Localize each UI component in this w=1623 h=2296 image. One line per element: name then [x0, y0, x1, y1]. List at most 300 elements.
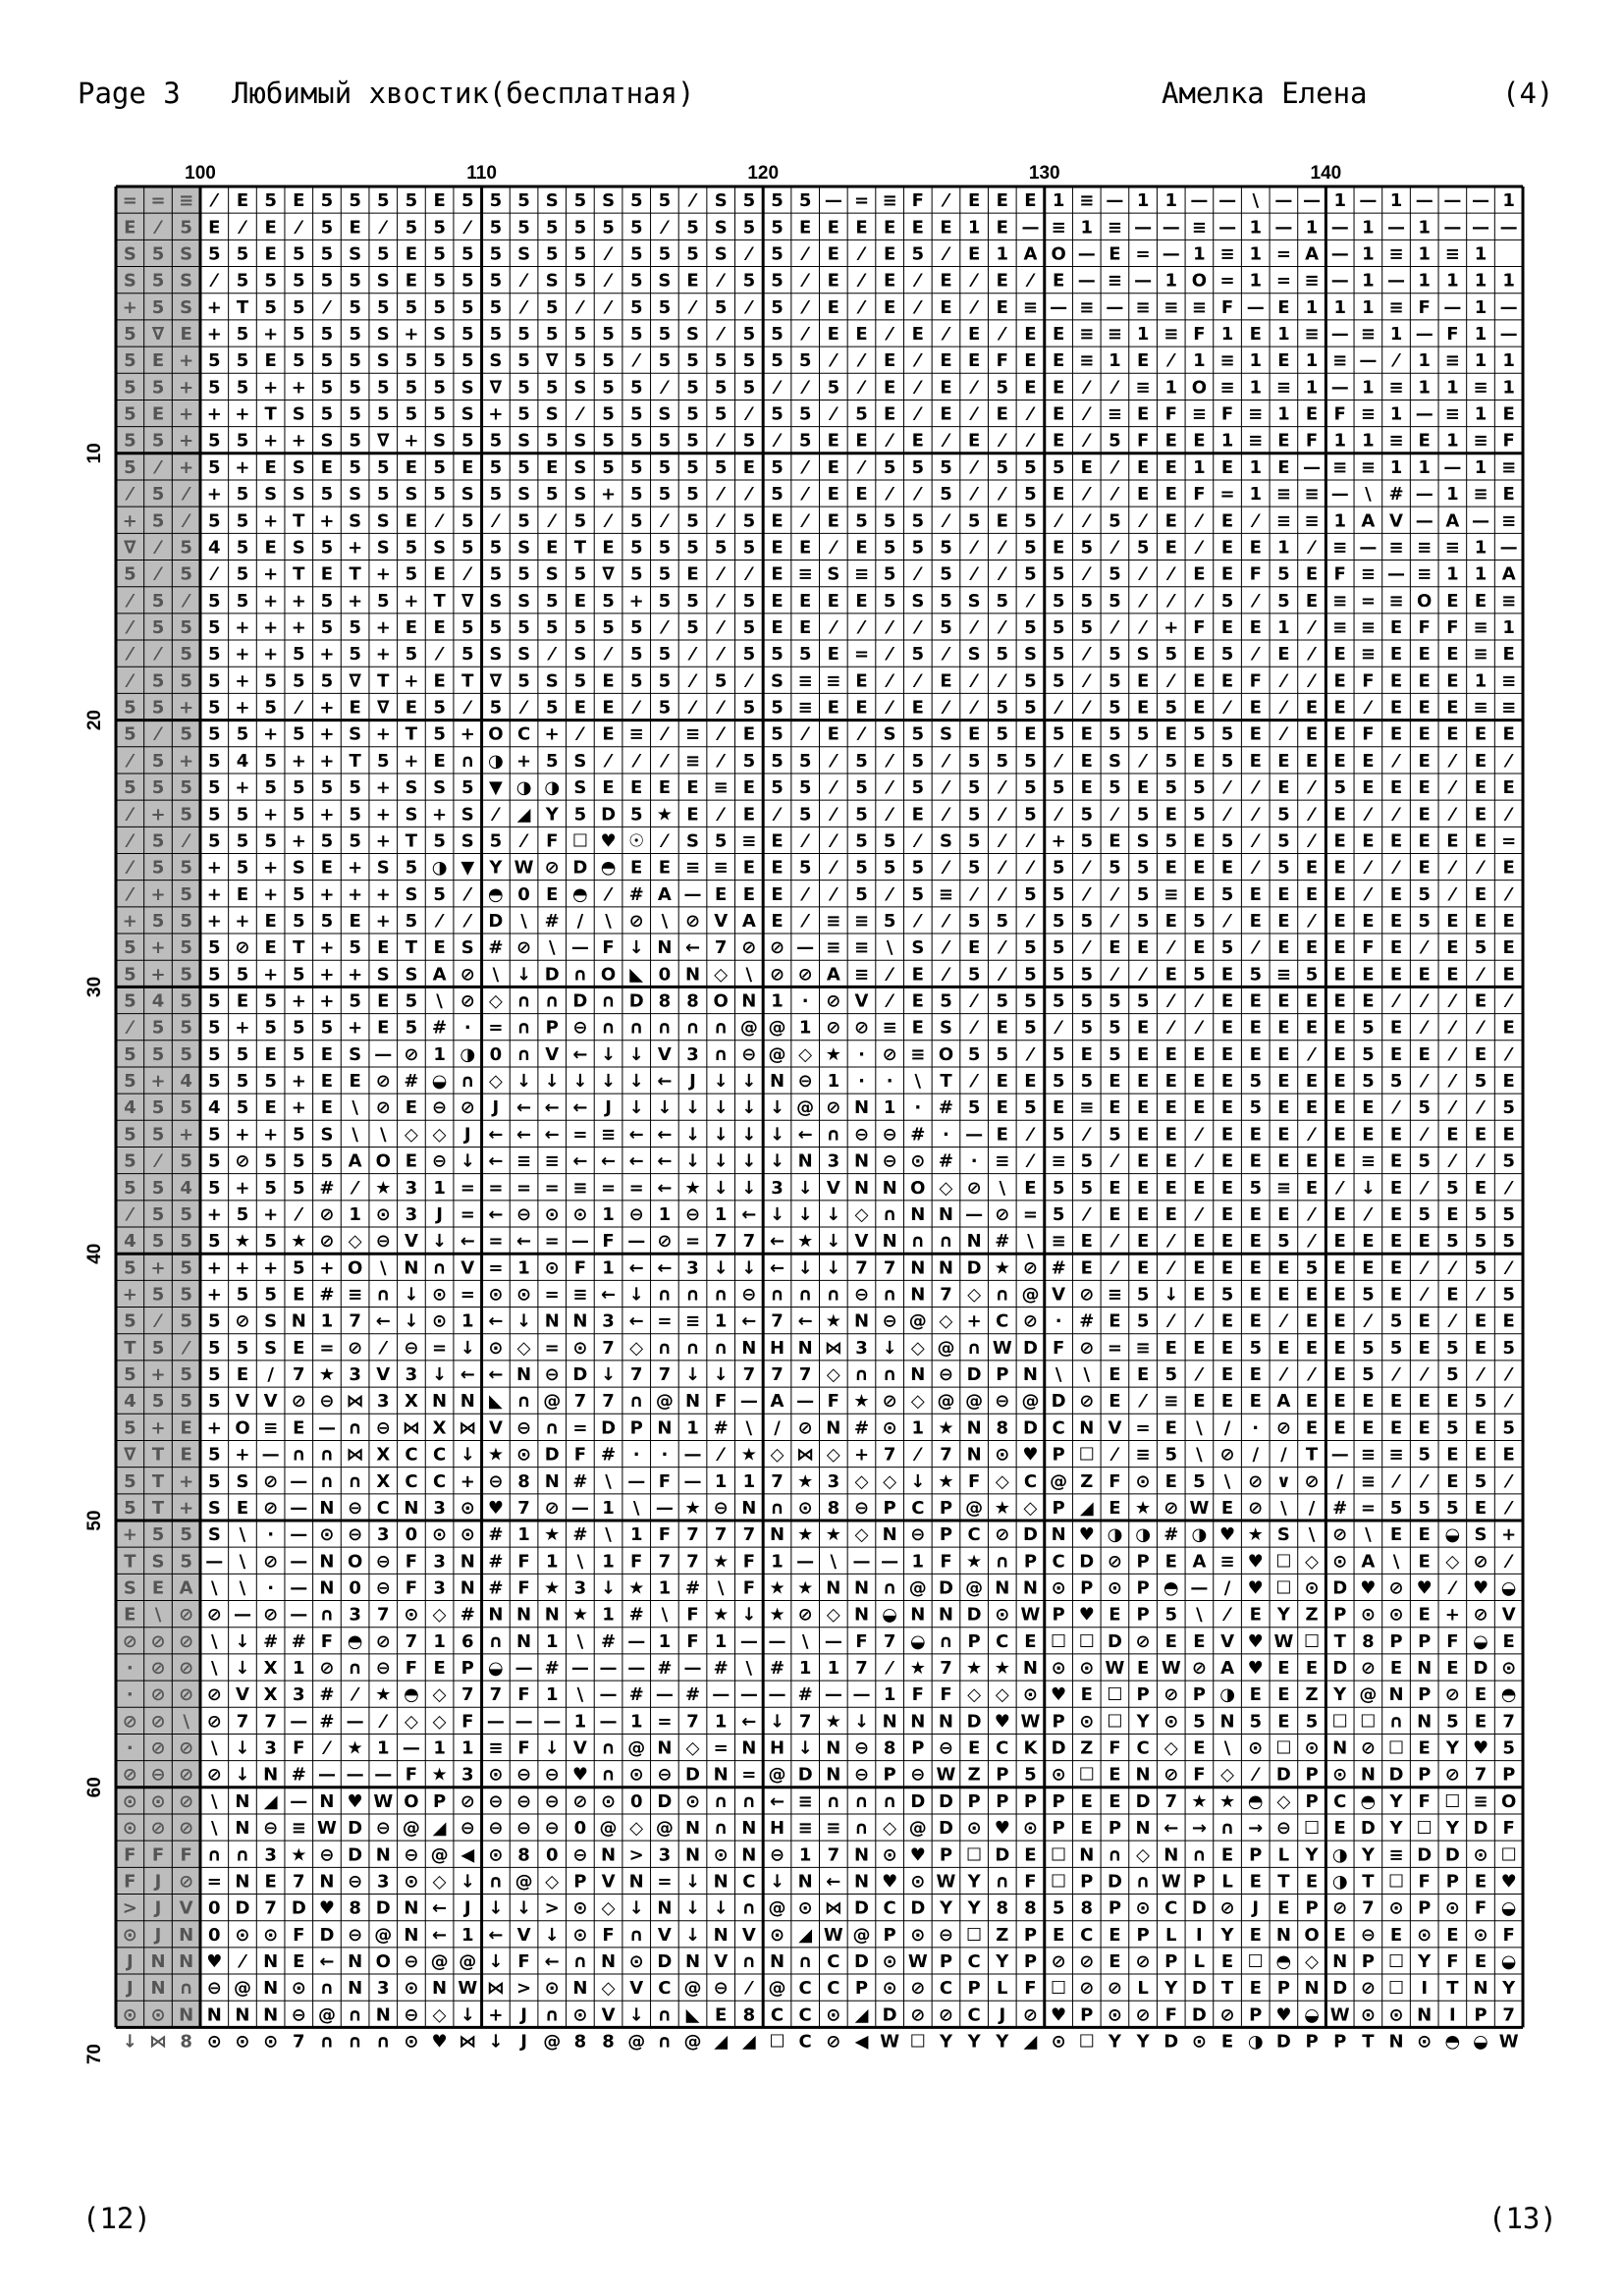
pattern-cell: 5: [320, 616, 334, 638]
pattern-cell: 5: [1305, 1711, 1319, 1733]
pattern-cell: #: [713, 1658, 729, 1680]
pattern-cell: +: [150, 1417, 166, 1439]
pattern-cell: ≡: [1360, 324, 1376, 346]
pattern-cell: 7: [293, 2031, 305, 2053]
pattern-cell: 5: [293, 1124, 305, 1146]
pattern-cell: E: [1220, 1497, 1234, 1519]
pattern-cell: ⊙: [516, 1444, 532, 1466]
pattern-cell: 1: [602, 1257, 615, 1279]
pattern-cell: E: [236, 990, 249, 1012]
pattern-cell: Z: [1080, 1470, 1094, 1492]
pattern-cell: ≡: [1107, 403, 1122, 425]
pattern-cell: ⊖: [319, 1391, 335, 1413]
pattern-cell: E: [405, 616, 418, 638]
pattern-cell: ⁄: [888, 804, 892, 826]
pattern-cell: +: [348, 964, 363, 986]
pattern-cell: E: [1474, 1684, 1488, 1706]
pattern-cell: E: [967, 350, 981, 372]
pattern-cell: >: [628, 1844, 644, 1866]
pattern-cell: N: [910, 1203, 926, 1225]
pattern-cell: ⁄: [719, 324, 723, 346]
pattern-cell: 5: [771, 190, 784, 212]
pattern-cell: D: [1079, 1551, 1095, 1573]
pattern-cell: +: [291, 990, 306, 1012]
pattern-cell: +: [179, 697, 194, 719]
pattern-cell: —: [570, 1231, 589, 1253]
pattern-cell: +: [319, 883, 335, 905]
pattern-cell: E: [1305, 1177, 1319, 1199]
pattern-cell: E: [1418, 697, 1431, 719]
pattern-cell: ∩: [1219, 1818, 1235, 1840]
pattern-cell: E: [1502, 644, 1515, 666]
pattern-cell: ⁄: [719, 563, 723, 585]
pattern-cell: 5: [208, 590, 221, 612]
pattern-cell: E: [1249, 1017, 1262, 1039]
pattern-cell: P: [996, 1364, 1009, 1386]
pattern-cell: 5: [293, 350, 305, 372]
pattern-cell: 5: [1080, 964, 1094, 986]
pattern-cell: =: [684, 1231, 701, 1253]
pattern-cell: ⁄: [1281, 670, 1285, 692]
pattern-cell: 5: [124, 723, 136, 745]
pattern-cell: P: [1023, 1950, 1038, 1972]
pattern-cell: ♥: [1247, 1577, 1264, 1599]
pattern-cell: X: [263, 1684, 278, 1706]
pattern-cell: ≡: [572, 1177, 588, 1199]
pattern-cell: 0: [208, 1897, 221, 1919]
pattern-cell: ⁄: [1507, 1257, 1511, 1279]
pattern-cell: ⁄: [916, 1444, 920, 1466]
pattern-cell: ☐: [1500, 1844, 1517, 1866]
pattern-cell: #: [657, 1658, 673, 1680]
pattern-cell: 5: [742, 324, 756, 346]
pattern-cell: 5: [180, 1017, 192, 1039]
pattern-cell: 5: [180, 777, 192, 799]
pattern-cell: E: [1220, 537, 1234, 559]
pattern-cell: E: [1136, 697, 1150, 719]
pattern-cell: ★: [431, 1764, 448, 1786]
pattern-cell: \: [1027, 1231, 1034, 1253]
header-sheet-number: (4): [1502, 77, 1554, 110]
pattern-cell: E: [1249, 537, 1262, 559]
pattern-cell: Y: [996, 1950, 1009, 1972]
pattern-cell: ⊖: [516, 1790, 532, 1812]
pattern-cell: 5: [405, 296, 418, 318]
pattern-cell: 5: [236, 1071, 249, 1093]
pattern-cell: 5: [405, 910, 418, 932]
pattern-cell: \: [211, 1577, 218, 1599]
pattern-cell: 5: [1249, 1337, 1262, 1359]
pattern-cell: F: [517, 1737, 530, 1759]
pattern-cell: E: [349, 910, 361, 932]
pattern-cell: E: [1474, 750, 1488, 772]
pattern-cell: C: [405, 1444, 418, 1466]
pattern-cell: 5: [489, 563, 503, 585]
pattern-cell: ⁄: [438, 644, 442, 666]
pattern-cell: 5: [293, 777, 305, 799]
footer-right: (13): [1488, 2202, 1557, 2235]
pattern-cell: E: [1052, 1924, 1065, 1946]
pattern-cell: ∇: [602, 563, 615, 585]
pattern-cell: Z: [1080, 1737, 1094, 1759]
pattern-cell: 5: [1136, 1284, 1150, 1306]
pattern-cell: 5: [208, 1231, 221, 1253]
pattern-cell: D: [572, 1364, 588, 1386]
pattern-cell: —: [768, 1630, 786, 1652]
pattern-cell: ♥: [1472, 1577, 1489, 1599]
pattern-cell: N: [657, 1897, 673, 1919]
pattern-cell: 5: [124, 777, 136, 799]
pattern-cell: E: [1474, 1417, 1488, 1439]
pattern-cell: ⋈: [824, 1897, 842, 1919]
pattern-cell: ⊘: [1360, 1737, 1376, 1759]
pattern-cell: 5: [208, 1444, 221, 1466]
pattern-cell: 5: [1249, 1071, 1262, 1093]
pattern-cell: ⊘: [1079, 1978, 1095, 2000]
pattern-cell: 7: [264, 1897, 277, 1919]
pattern-cell: ≡: [797, 563, 813, 585]
pattern-cell: 3: [573, 1577, 587, 1599]
pattern-cell: ⊖: [375, 1231, 391, 1253]
pattern-cell: ⁄: [465, 563, 469, 585]
pattern-cell: C: [996, 1630, 1009, 1652]
pattern-cell: ⁄: [1225, 804, 1229, 826]
pattern-cell: ⁄: [550, 644, 554, 666]
pattern-cell: ≡: [1191, 217, 1207, 239]
pattern-cell: F: [405, 1658, 418, 1680]
pattern-cell: ◀: [460, 1844, 475, 1866]
pattern-cell: 5: [349, 324, 361, 346]
pattern-cell: P: [1080, 1871, 1094, 1893]
pattern-cell: ⁄: [803, 456, 807, 478]
pattern-cell: 5: [489, 190, 503, 212]
pattern-cell: E: [1193, 1737, 1206, 1759]
pattern-cell: O: [404, 1790, 419, 1812]
pattern-cell: 5: [236, 537, 249, 559]
pattern-cell: 5: [545, 484, 559, 506]
pattern-cell: ≡: [797, 1790, 813, 1812]
pattern-cell: F: [1024, 1871, 1037, 1893]
pattern-cell: ⊖: [713, 1978, 729, 2000]
pattern-cell: ∨: [1276, 1470, 1291, 1492]
pattern-cell: E: [264, 217, 277, 239]
pattern-cell: ⊙: [291, 1978, 306, 2000]
pattern-cell: E: [573, 590, 587, 612]
pattern-cell: ⊙: [544, 1257, 560, 1279]
pattern-cell: ∩: [319, 2031, 335, 2053]
pattern-cell: E: [461, 456, 474, 478]
pattern-cell: ◑: [1135, 1524, 1151, 1546]
pattern-cell: E: [686, 804, 699, 826]
pattern-cell: S: [151, 1551, 165, 1573]
pattern-cell: 5: [460, 324, 474, 346]
pattern-cell: ◓: [347, 1630, 363, 1652]
pattern-cell: ∩: [657, 2031, 673, 2053]
pattern-cell: ⁄: [1366, 883, 1370, 905]
pattern-cell: \: [1196, 1604, 1203, 1626]
pattern-cell: ∩: [488, 1630, 504, 1652]
pattern-cell: ⁄: [1281, 1364, 1285, 1386]
pattern-cell: ⊘: [263, 1470, 279, 1492]
pattern-cell: V: [1389, 510, 1403, 532]
pattern-cell: 1: [1277, 324, 1290, 346]
pattern-cell: E: [1220, 563, 1234, 585]
pattern-cell: E: [1164, 857, 1177, 879]
pattern-cell: ♥: [571, 1764, 588, 1786]
pattern-cell: P: [1136, 1551, 1150, 1573]
pattern-cell: E: [1164, 1150, 1177, 1172]
pattern-cell: ☐: [1107, 1684, 1123, 1706]
pattern-cell: 5: [208, 1043, 221, 1065]
pattern-cell: 5: [1080, 1071, 1094, 1093]
pattern-cell: F: [1418, 296, 1431, 318]
pattern-cell: ∩: [910, 1231, 926, 1253]
pattern-cell: E: [1193, 563, 1206, 585]
pattern-cell: @: [908, 1818, 927, 1840]
pattern-cell: N: [797, 1871, 813, 1893]
pattern-cell: #: [291, 1630, 306, 1652]
pattern-cell: 7: [517, 1497, 530, 1519]
pattern-cell: E: [1502, 403, 1515, 425]
pattern-cell: 5: [264, 1150, 277, 1172]
pattern-cell: 5: [1136, 990, 1150, 1012]
pattern-cell: E: [771, 590, 784, 612]
pattern-cell: ⁄: [1056, 804, 1060, 826]
pattern-cell: 5: [377, 296, 390, 318]
pattern-cell: E: [1446, 830, 1459, 852]
pattern-cell: ⁄: [465, 910, 469, 932]
pattern-cell: D: [1107, 1630, 1122, 1652]
pattern-cell: E: [124, 217, 136, 239]
pattern-cell: 7: [940, 1284, 952, 1306]
pattern-cell: ⁄: [1197, 1203, 1201, 1225]
pattern-cell: ↓: [882, 1337, 897, 1359]
pattern-cell: E: [1502, 1071, 1515, 1093]
pattern-cell: ◇: [432, 1711, 447, 1733]
pattern-cell: ⊖: [938, 1924, 954, 1946]
pattern-cell: 5: [124, 324, 136, 346]
pattern-cell: P: [1023, 1790, 1038, 1812]
pattern-cell: N: [684, 964, 701, 986]
pattern-cell: \: [1083, 1364, 1091, 1386]
pattern-cell: #: [544, 910, 560, 932]
pattern-cell: 1: [1474, 670, 1488, 692]
pattern-cell: 8: [517, 1844, 530, 1866]
pattern-cell: ⊘: [1248, 1470, 1264, 1492]
pattern-cell: —: [655, 1497, 674, 1519]
pattern-cell: ⊘: [1473, 1551, 1488, 1573]
pattern-cell: 5: [1024, 1097, 1037, 1119]
pattern-cell: E: [1362, 750, 1375, 772]
pattern-cell: —: [965, 1203, 984, 1225]
pattern-cell: 5: [1024, 616, 1037, 638]
pattern-cell: 5: [911, 777, 925, 799]
pattern-cell: 5: [911, 456, 925, 478]
pattern-cell: ⁄: [776, 430, 780, 452]
pattern-cell: 1: [545, 1551, 559, 1573]
pattern-cell: 5: [264, 1284, 277, 1306]
pattern-cell: —: [1359, 350, 1378, 372]
pattern-cell: N: [235, 1818, 250, 1840]
pattern-cell: #: [684, 1577, 701, 1599]
pattern-cell: T: [433, 590, 446, 612]
pattern-cell: @: [655, 1391, 674, 1413]
pattern-cell: P: [1136, 1577, 1150, 1599]
pattern-cell: ⁄: [691, 644, 695, 666]
pattern-cell: 5: [349, 616, 361, 638]
pattern-cell: ◣: [685, 2004, 700, 2026]
pattern-cell: F: [1249, 670, 1262, 692]
pattern-cell: ♥: [347, 1790, 363, 1812]
pattern-cell: —: [1218, 190, 1237, 212]
pattern-cell: 5: [1220, 937, 1234, 959]
pattern-cell: ♥: [1247, 1658, 1264, 1680]
pattern-cell: /: [1223, 1577, 1231, 1599]
pattern-cell: ⁄: [1310, 1203, 1314, 1225]
pattern-cell: —: [655, 1684, 674, 1706]
pattern-cell: 1: [1446, 484, 1459, 506]
pattern-cell: C: [1136, 1737, 1150, 1759]
pattern-cell: E: [1446, 937, 1459, 959]
pattern-cell: ◇: [488, 1071, 503, 1093]
pattern-cell: ⁄: [1450, 804, 1454, 826]
pattern-cell: ⁄: [859, 723, 863, 745]
pattern-cell: F: [911, 1684, 924, 1706]
pattern-cell: 3: [686, 1043, 699, 1065]
pattern-cell: E: [1277, 1124, 1290, 1146]
pattern-cell: \: [661, 910, 669, 932]
pattern-cell: @: [796, 1097, 815, 1119]
pattern-cell: E: [1362, 1417, 1375, 1439]
pattern-cell: —: [1472, 190, 1490, 212]
pattern-cell: D: [854, 1950, 869, 1972]
pattern-cell: Y: [1445, 1737, 1459, 1759]
pattern-cell: ⊙: [882, 1950, 897, 1972]
pattern-cell: 1: [1277, 403, 1290, 425]
pattern-cell: E: [1277, 1043, 1290, 1065]
pattern-cell: Y: [1136, 1711, 1150, 1733]
pattern-cell: ←: [1163, 1818, 1179, 1840]
pattern-cell: ⁄: [972, 456, 976, 478]
pattern-cell: ⁄: [1366, 1310, 1370, 1332]
pattern-cell: E: [1220, 510, 1234, 532]
pattern-cell: ⊘: [179, 1658, 194, 1680]
pattern-cell: ⊙: [995, 1604, 1010, 1626]
pattern-cell: E: [293, 1950, 305, 1972]
pattern-cell: E: [236, 1497, 249, 1519]
pattern-cell: +: [263, 1257, 279, 1279]
pattern-cell: ≡: [1332, 350, 1348, 372]
pattern-cell: ∩: [1388, 1711, 1404, 1733]
pattern-cell: 5: [489, 484, 503, 506]
pattern-cell: S: [714, 190, 728, 212]
pattern-cell: =: [122, 190, 137, 212]
pattern-cell: 5: [320, 377, 334, 399]
pattern-cell: #: [291, 1764, 306, 1786]
pattern-cell: ←: [684, 937, 701, 959]
pattern-cell: 7: [573, 1391, 587, 1413]
pattern-cell: ↓: [853, 1711, 870, 1733]
pattern-cell: N: [319, 1497, 335, 1519]
pattern-cell: ⊘: [206, 1684, 222, 1706]
pattern-cell: E: [967, 723, 981, 745]
pattern-cell: ⁄: [1028, 270, 1032, 292]
pattern-cell: ⁄: [1254, 1764, 1258, 1786]
pattern-cell: 5: [433, 697, 446, 719]
pattern-cell: E: [320, 1071, 334, 1093]
pattern-cell: 5: [293, 883, 305, 905]
pattern-cell: ⊘: [206, 1764, 222, 1786]
pattern-cell: ◑: [515, 777, 532, 799]
pattern-cell: E: [799, 616, 812, 638]
pattern-cell: ◇: [1220, 1764, 1234, 1786]
pattern-cell: 5: [967, 830, 981, 852]
pattern-cell: ⊘: [966, 1177, 982, 1199]
pattern-cell: ◢: [516, 804, 531, 826]
pattern-cell: 7: [405, 1630, 418, 1652]
pattern-cell: ⊙: [1304, 1737, 1320, 1759]
pattern-cell: ≡: [797, 670, 813, 692]
pattern-cell: N: [150, 1950, 166, 1972]
pattern-cell: ⊖: [797, 1071, 813, 1093]
pattern-cell: E: [827, 217, 839, 239]
pattern-cell: E: [1418, 1551, 1431, 1573]
pattern-cell: V: [1220, 1630, 1235, 1652]
pattern-cell: E: [1333, 1150, 1346, 1172]
pattern-cell: ⊙: [544, 1978, 560, 2000]
pattern-cell: H: [769, 1818, 785, 1840]
pattern-cell: 5: [433, 883, 446, 905]
pattern-cell: A: [1445, 510, 1460, 532]
pattern-cell: ⁄: [1169, 1017, 1173, 1039]
pattern-cell: ★: [966, 1551, 983, 1573]
pattern-cell: ★: [825, 1711, 841, 1733]
pattern-cell: —: [824, 190, 842, 212]
pattern-cell: 5: [1024, 484, 1037, 506]
header-author: Амелка Елена: [1162, 77, 1368, 110]
pattern-cell: T: [405, 937, 418, 959]
pattern-cell: ⊙: [1388, 1604, 1404, 1626]
pattern-cell: ⁄: [1112, 1257, 1116, 1279]
pattern-cell: @: [1021, 1284, 1040, 1306]
pattern-cell: ☐: [1275, 1551, 1292, 1573]
pattern-cell: S: [967, 590, 981, 612]
pattern-cell: E: [1305, 1097, 1319, 1119]
pattern-cell: \: [886, 937, 893, 959]
pattern-cell: 5: [1164, 1364, 1178, 1386]
pattern-cell: ◒: [1473, 2031, 1488, 2053]
pattern-cell: S: [292, 456, 305, 478]
pattern-cell: ⁄: [1394, 857, 1398, 879]
pattern-cell: 1: [460, 1310, 474, 1332]
pattern-cell: ⊙: [460, 1497, 475, 1519]
pattern-cell: E: [1333, 1391, 1346, 1413]
pattern-cell: 5: [911, 857, 925, 879]
pattern-cell: E: [1193, 1391, 1206, 1413]
pattern-cell: 0: [629, 1790, 643, 1812]
pattern-cell: E: [1333, 804, 1346, 826]
pattern-cell: =: [516, 1177, 532, 1199]
pattern-cell: ↓: [684, 1364, 701, 1386]
pattern-cell: ⊘: [769, 964, 785, 986]
pattern-cell: ≡: [1107, 324, 1122, 346]
pattern-cell: O: [347, 1551, 363, 1573]
pattern-cell: ◒: [431, 1071, 448, 1093]
pattern-cell: E: [1109, 1177, 1121, 1199]
pattern-cell: +: [263, 964, 279, 986]
pattern-cell: E: [264, 456, 277, 478]
pattern-cell: 5: [293, 644, 305, 666]
